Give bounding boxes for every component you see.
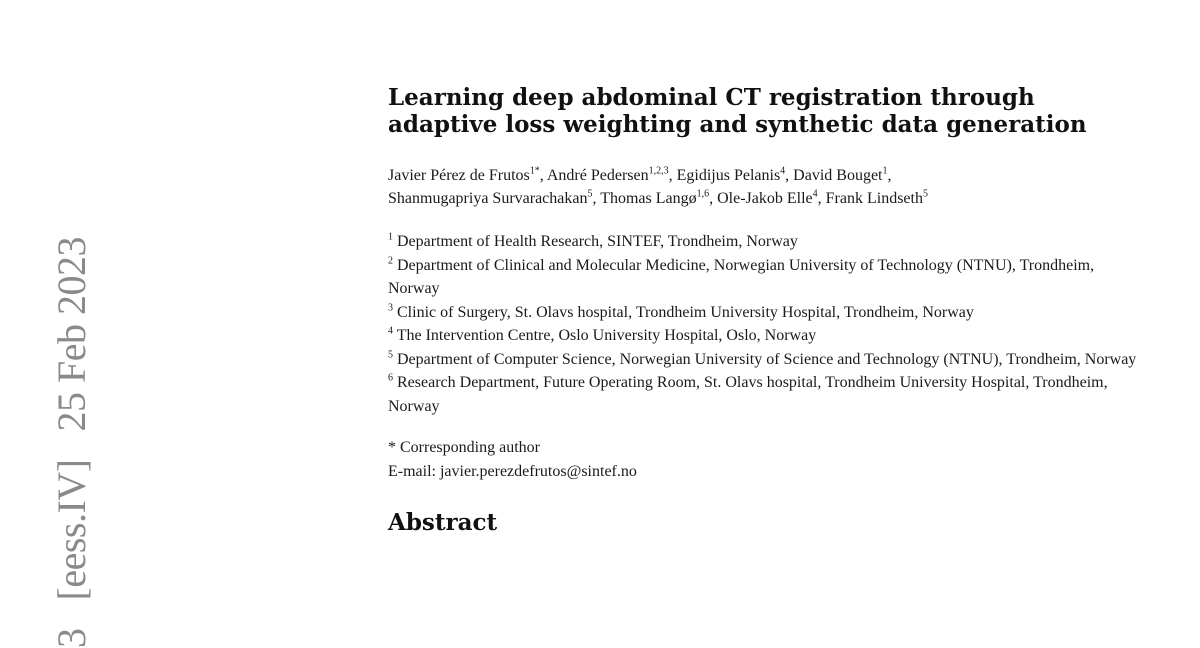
- paper-header: [388, 84, 1148, 536]
- author-name: David Bouget: [793, 167, 883, 184]
- author-list: [388, 164, 1148, 210]
- arxiv-category: [eess.IV]: [49, 459, 94, 601]
- affiliation-number: 2: [388, 255, 393, 267]
- affiliation-text: Department of Health Research, SINTEF, Trondheim, Norway: [397, 233, 798, 250]
- affiliation-number: 6: [388, 372, 393, 384]
- affiliation-number: 4: [388, 325, 393, 337]
- author-affil-ref: 4: [780, 165, 786, 177]
- author-name: Ole-Jakob Elle: [717, 190, 813, 207]
- affiliation-text: Research Department, Future Operating Room, St. Olavs hospital, Trondheim University Hospital, Trondheim, Norway: [388, 374, 1108, 415]
- author-name: André Pedersen: [546, 167, 649, 184]
- affiliation-item: [388, 230, 1138, 254]
- author-separator: ,: [668, 167, 677, 184]
- author-name: Egidijus Pelanis: [676, 167, 781, 184]
- author-affil-ref: 5: [587, 188, 593, 200]
- corresponding-marker: *: [388, 439, 396, 456]
- author-separator: ,: [817, 190, 826, 207]
- affiliation-item: [388, 348, 1138, 372]
- affiliation-text: Department of Clinical and Molecular Medicine, Norwegian University of Technology (NTNU), Trondheim, Norway: [388, 256, 1095, 297]
- affiliation-text: Department of Computer Science, Norwegian University of Science and Technology (NTNU), Trondheim, Norway: [397, 350, 1137, 368]
- abstract-heading: Abstract: [388, 509, 498, 536]
- author-separator: ,: [887, 167, 892, 184]
- author-line-2: [388, 187, 1148, 210]
- affiliation-item: [388, 301, 1138, 325]
- author-name: Frank Lindseth: [825, 190, 923, 207]
- author-affil-ref: 4: [812, 188, 818, 200]
- affiliation-number: 3: [388, 302, 393, 314]
- arxiv-date: 25 Feb 2023: [49, 237, 94, 432]
- arxiv-partial-char: 3: [49, 628, 94, 648]
- corresponding-author-note: [388, 436, 1148, 460]
- arxiv-side-stamp: [49, 237, 94, 648]
- author-name: Shanmugapriya Survarachakan: [388, 190, 588, 207]
- affiliation-item: [388, 371, 1138, 418]
- affiliation-text: The Intervention Centre, Oslo University Hospital, Oslo, Norway: [396, 327, 817, 344]
- author-separator: ,: [709, 190, 718, 207]
- author-affil-ref: 1: [882, 165, 888, 177]
- affiliation-text: Clinic of Surgery, St. Olavs hospital, Trondheim University Hospital, Trondheim, Norway: [397, 303, 974, 321]
- corresponding-author-block: [388, 436, 1148, 483]
- corresponding-label: Corresponding author: [400, 439, 540, 456]
- author-affil-ref: 1*: [529, 165, 540, 177]
- author-separator: ,: [539, 167, 547, 184]
- author-affil-ref: 1,2,3: [648, 165, 669, 177]
- affiliation-number: 1: [388, 231, 393, 243]
- affiliation-list: [388, 230, 1138, 418]
- affiliation-item: [388, 324, 1138, 348]
- author-name: Javier Pérez de Frutos: [388, 167, 530, 184]
- author-separator: ,: [592, 190, 601, 207]
- author-affil-ref: 1,6: [696, 188, 710, 200]
- affiliation-item: [388, 254, 1138, 301]
- author-line-1: [388, 164, 1148, 187]
- affiliation-number: 5: [388, 349, 393, 361]
- corresponding-email[interactable]: E-mail: javier.perezdefrutos@sintef.no: [388, 462, 637, 480]
- author-name: Thomas Langø: [600, 190, 697, 207]
- author-affil-ref: 5: [922, 188, 928, 200]
- paper-title: Learning deep abdominal CT registration through adaptive loss weighting and synthetic data generation: [388, 84, 1087, 138]
- author-separator: ,: [785, 167, 794, 184]
